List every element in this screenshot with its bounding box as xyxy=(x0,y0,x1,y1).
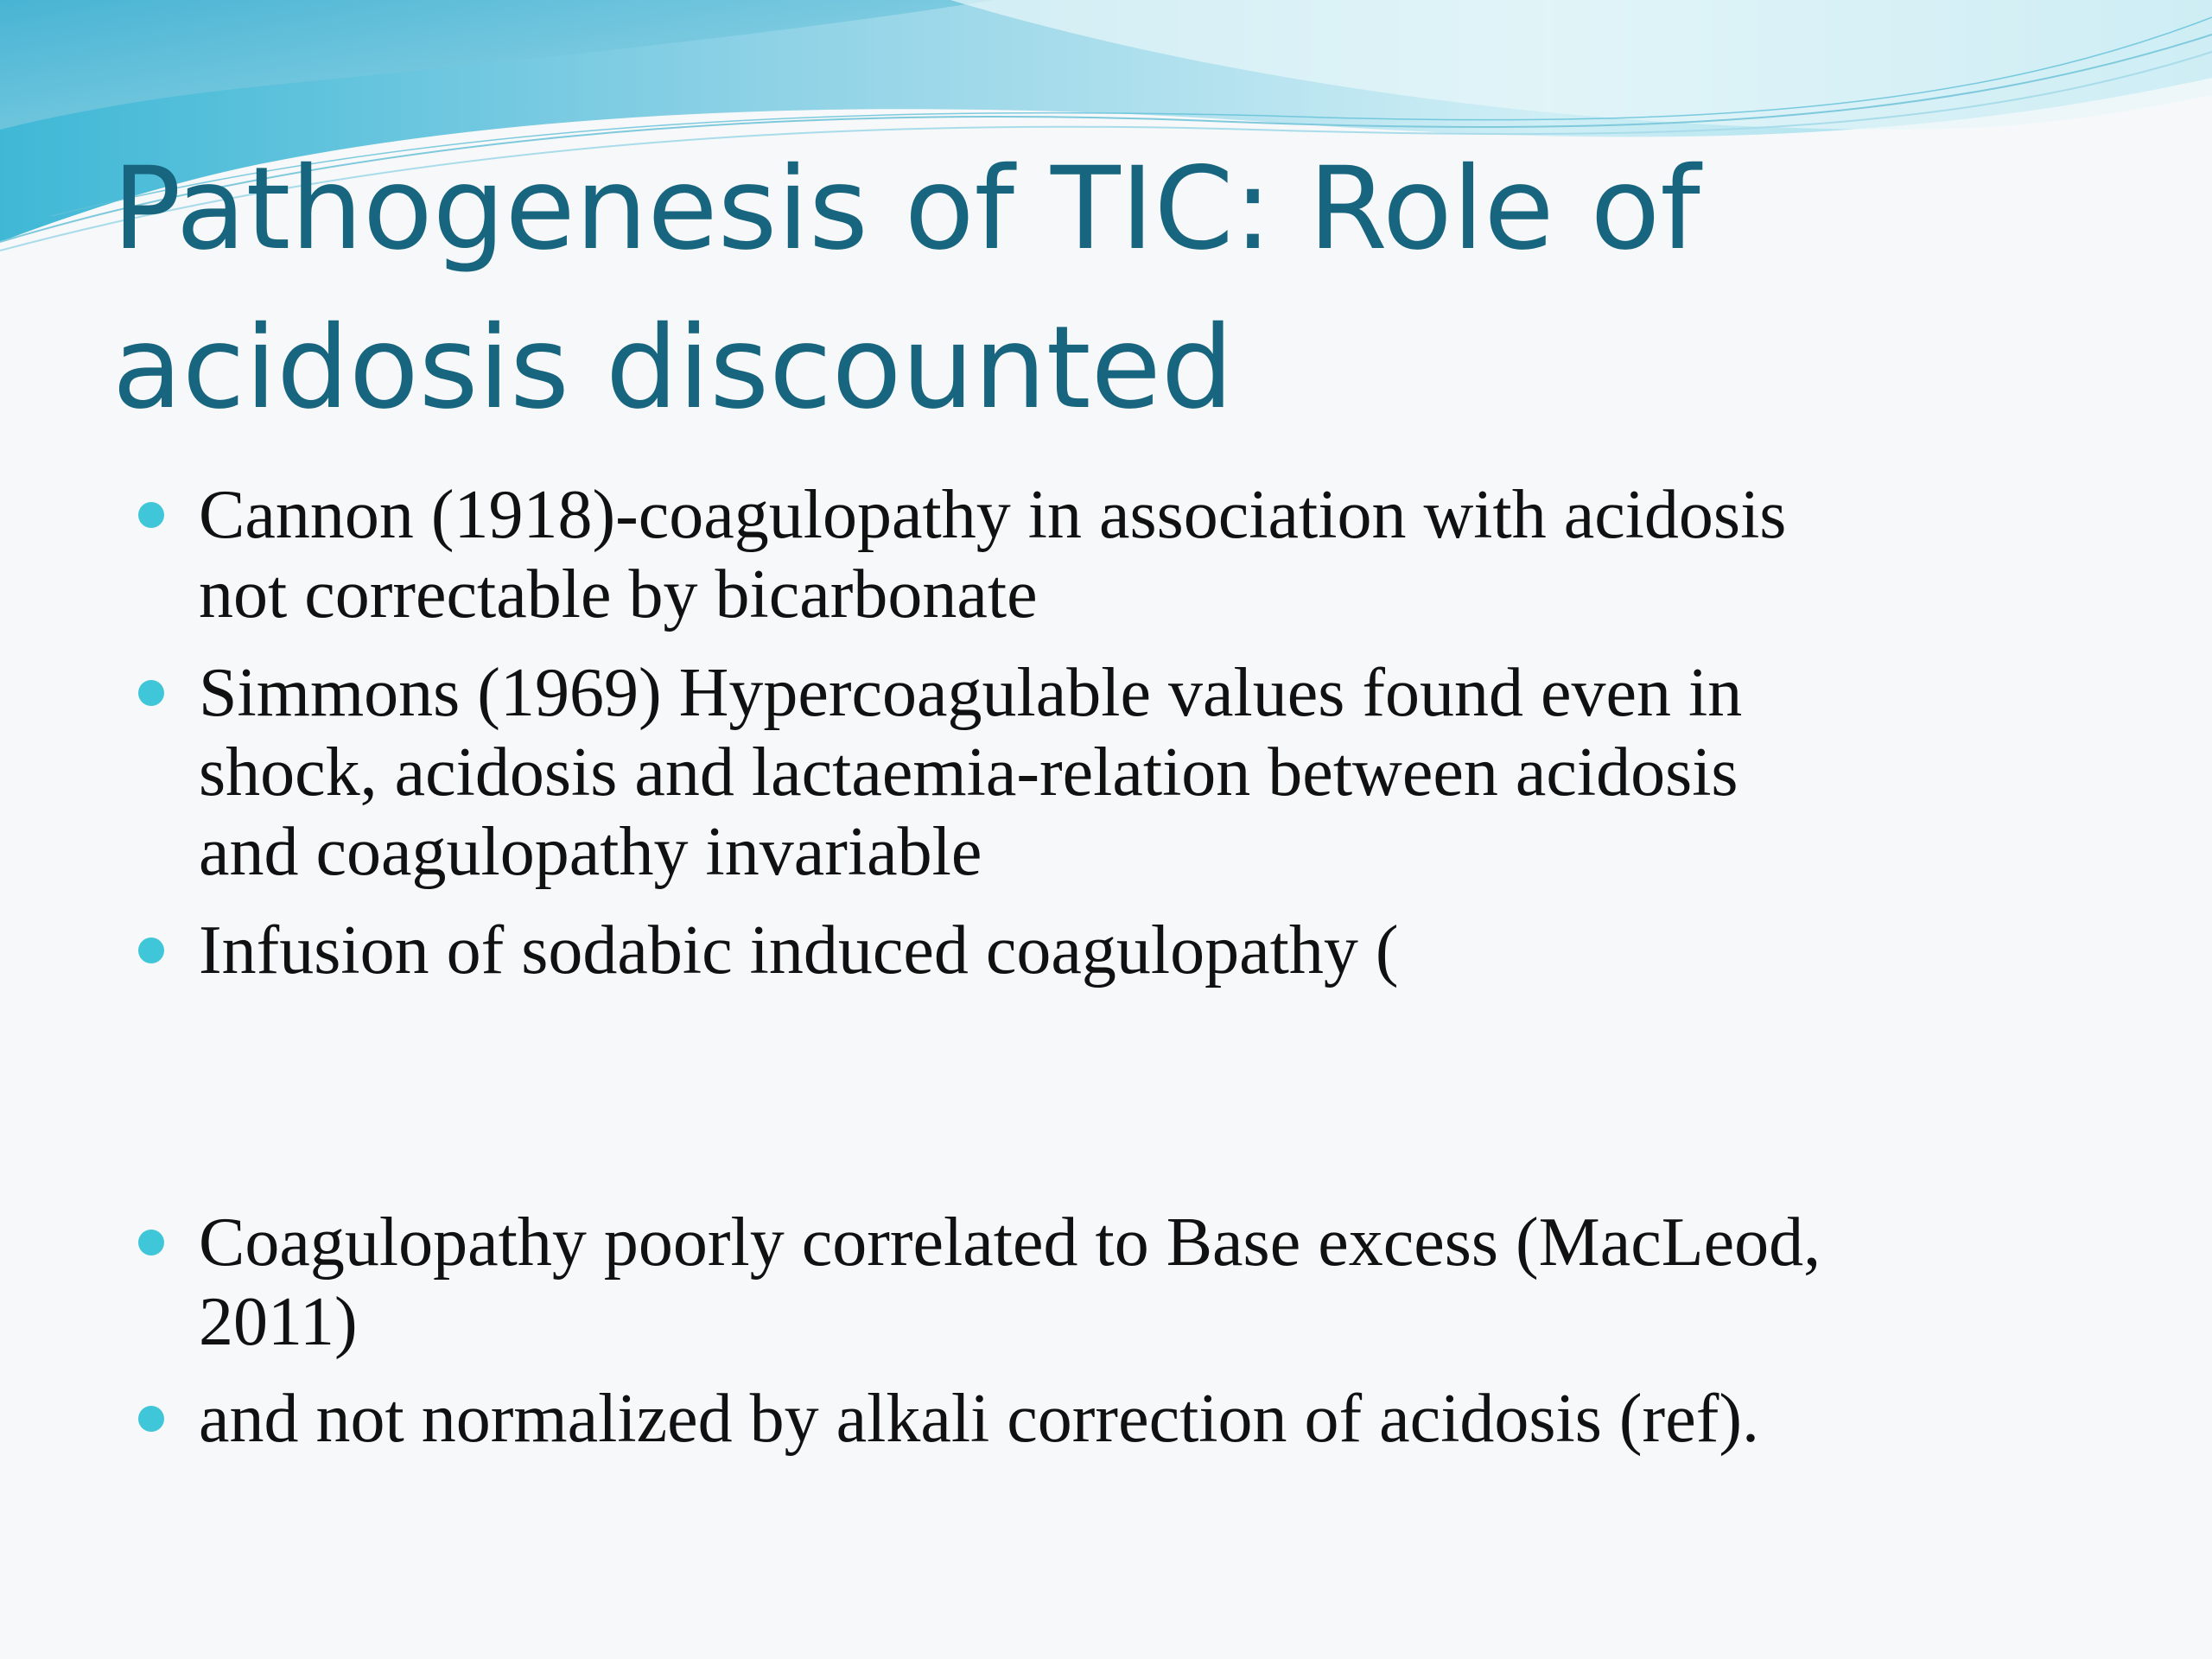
bullet-line: not correctable by bicarbonate xyxy=(199,556,1038,632)
bullet-dot-icon xyxy=(138,502,164,528)
bullet-line: and coagulopathy invariable xyxy=(199,814,982,890)
bullet-dot-icon xyxy=(138,680,164,706)
bullet-dot-icon xyxy=(138,1230,164,1255)
bullet-text xyxy=(199,911,2152,990)
bullet-line: 2011) xyxy=(199,1284,358,1360)
bullet-text xyxy=(199,475,2152,634)
bullet-text xyxy=(199,653,2152,892)
bullet-line: Infusion of sodabic induced coagulopathy ( xyxy=(199,912,1399,988)
bullet-text xyxy=(199,1203,2152,1362)
bullet-dot-icon xyxy=(138,938,164,963)
bullet-line: Cannon (1918)-coagulopathy in association with acidosis xyxy=(199,477,1787,553)
bullet-line: Simmons (1969) Hypercoagulable values found even in xyxy=(199,655,1743,731)
bullet-text xyxy=(199,1379,2152,1459)
bullet-line: Coagulopathy poorly correlated to Base excess (MacLeod, xyxy=(199,1205,1821,1281)
bullet-line: shock, acidosis and lactaemia-relation between acidosis xyxy=(199,734,1738,810)
title-line-2: acidosis discounted xyxy=(112,302,1234,435)
title-line-1: Pathogenesis of TIC: Role of xyxy=(112,143,1700,276)
bullet-dot-icon xyxy=(138,1406,164,1432)
bullet-line: and not normalized by alkali correction of acidosis (ref). xyxy=(199,1381,1759,1457)
